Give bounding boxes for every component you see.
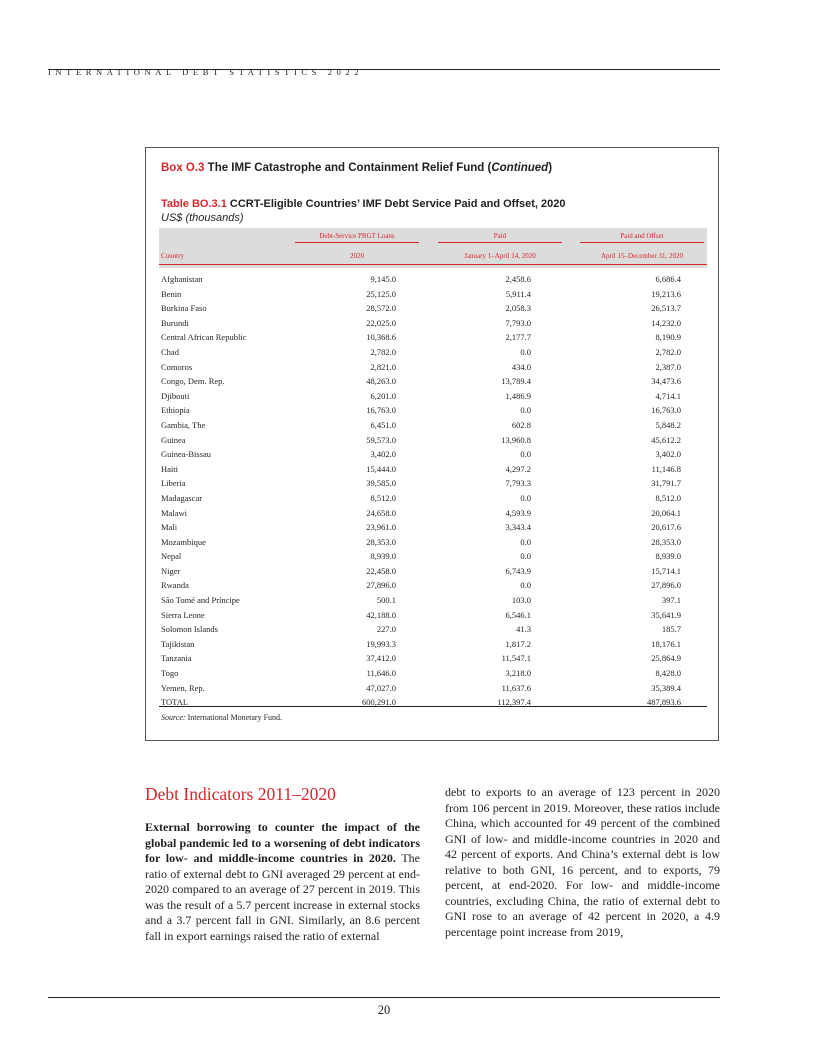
lead-sentence: External borrowing to counter the impact of the global pandemic led to a worsening of debt indicators for low- and middle-income countries in 2020.: [145, 820, 420, 865]
right-body-text: debt to exports to an average of 123 percent in 2020 from 106 percent in 2019. Moreover, these ratios include China, which accounted for 49 percent of the combined GNI of low- and middle-income countries in 2020 and 42 percent of exports. And China’s external debt is low relative to both GNI, 16 percent, and to exports, 79 percent, at end-2020. For low- and middle-income countries, excluding China, the ratio of external debt to GNI rose to an average of 42 percent in 2020, a 4.9 percentage point increase from 2019,: [445, 785, 720, 939]
cell-debt-service-2020: 28,353.0: [366, 536, 396, 547]
cell-debt-service-2020: 23,961.0: [366, 522, 396, 533]
table-row: [159, 374, 707, 389]
group-header-rule: [580, 242, 704, 243]
cell-debt-service-2020: 59,573.0: [366, 434, 396, 445]
cell-paid-jan-apr: 602.8: [511, 419, 531, 430]
cell-paid-jan-apr: 2,058.3: [505, 303, 531, 314]
cell-paid-jan-apr: 7,793.3: [505, 478, 531, 489]
cell-paid-offset-apr-dec: 28,353.0: [651, 536, 681, 547]
table-row: [159, 578, 707, 593]
cell-country: Ethiopia: [161, 405, 190, 416]
cell-country: Togo: [161, 668, 179, 679]
cell-country: Congo, Dem. Rep.: [161, 376, 225, 387]
section-heading: Debt Indicators 2011–2020: [145, 784, 336, 804]
cell-paid-offset-apr-dec: 8,939.0: [655, 551, 681, 562]
cell-debt-service-2020: 37,412.0: [366, 653, 396, 664]
cell-debt-service-2020: 19,993.3: [366, 638, 396, 649]
cell-debt-service-2020: 3,402.0: [370, 449, 396, 460]
cell-country: Burkina Faso: [161, 303, 207, 314]
cell-paid-jan-apr: 41.3: [516, 624, 531, 635]
cell-country: Djibouti: [161, 390, 190, 401]
table-row: [159, 330, 707, 345]
cell-country: Rwanda: [161, 580, 189, 591]
table-row: [159, 316, 707, 331]
table-row: [159, 418, 707, 433]
cell-country: TOTAL: [161, 697, 189, 708]
cell-paid-jan-apr: 5,911.4: [505, 288, 531, 299]
table-row: [159, 476, 707, 491]
cell-paid-offset-apr-dec: 20,064.1: [651, 507, 681, 518]
group-header-paid: Paid: [493, 232, 507, 240]
cell-debt-service-2020: 8,512.0: [370, 492, 396, 503]
cell-country: Haiti: [161, 463, 178, 474]
cell-paid-offset-apr-dec: 3,402.0: [655, 449, 681, 460]
box-label: Box O.3: [161, 162, 205, 174]
table-row: [159, 535, 707, 550]
cell-country: Comoros: [161, 361, 193, 372]
cell-country: Sierra Leone: [161, 609, 205, 620]
cell-country: Malawi: [161, 507, 187, 518]
table-row: [159, 666, 707, 681]
cell-country: Niger: [161, 565, 181, 576]
cell-paid-offset-apr-dec: 31,791.7: [651, 478, 681, 489]
cell-paid-offset-apr-dec: 8,190.9: [655, 332, 681, 343]
group-header-debt-service: Debt-Service PRGT Loans: [319, 232, 395, 240]
cell-country: Tanzania: [161, 653, 192, 664]
top-rule: [48, 69, 720, 70]
table-row: [159, 593, 707, 608]
cell-paid-jan-apr: 0.0: [520, 405, 531, 416]
cell-paid-jan-apr: 7,793.0: [505, 317, 531, 328]
box-title-close: ): [548, 162, 553, 174]
cell-paid-offset-apr-dec: 487,893.6: [647, 697, 681, 708]
cell-country: Tajikistan: [161, 638, 195, 649]
table-row: [159, 462, 707, 477]
cell-country: Mozambique: [161, 536, 206, 547]
cell-paid-jan-apr: 0.0: [520, 580, 531, 591]
footer-rule: [48, 997, 720, 998]
cell-paid-jan-apr: 4,297.2: [505, 463, 531, 474]
table-subtitle: US$ (thousands): [161, 212, 244, 224]
cell-paid-offset-apr-dec: 8,512.0: [655, 492, 681, 503]
cell-paid-offset-apr-dec: 35,641.9: [651, 609, 681, 620]
cell-paid-jan-apr: 13,960.8: [501, 434, 531, 445]
table-row: [159, 622, 707, 637]
cell-paid-offset-apr-dec: 397.1: [661, 595, 681, 606]
cell-paid-offset-apr-dec: 11,146.8: [651, 463, 681, 474]
body-column-right: [445, 785, 720, 940]
body-column-left: [145, 820, 420, 944]
group-header-rule: [295, 242, 419, 243]
source-text: International Monetary Fund.: [187, 713, 283, 722]
cell-paid-offset-apr-dec: 15,714.1: [651, 565, 681, 576]
table-body: [159, 272, 707, 710]
cell-country: Guinea-Bissau: [161, 449, 212, 460]
cell-paid-jan-apr: 3,218.0: [505, 668, 531, 679]
cell-debt-service-2020: 2,782.0: [370, 346, 396, 357]
cell-country: Benin: [161, 288, 182, 299]
cell-country: Solomon Islands: [161, 624, 218, 635]
table-title-text: CCRT-Eligible Countries’ IMF Debt Service Paid and Offset, 2020: [229, 198, 566, 210]
cell-paid-offset-apr-dec: 26,513.7: [651, 303, 681, 314]
table-row: [159, 608, 707, 623]
source-label: Source:: [161, 713, 186, 722]
table-row: [159, 506, 707, 521]
cell-paid-offset-apr-dec: 14,232.0: [651, 317, 681, 328]
cell-paid-jan-apr: 2,458.6: [505, 274, 531, 284]
table-row: [159, 301, 707, 316]
cell-paid-offset-apr-dec: 5,848.2: [655, 419, 681, 430]
cell-paid-jan-apr: 2,177.7: [505, 332, 531, 343]
cell-paid-jan-apr: 0.0: [520, 449, 531, 460]
cell-country: Madagascar: [161, 492, 203, 503]
cell-paid-jan-apr: 0.0: [520, 536, 531, 547]
col-header-apr-dec: April 15–December 31, 2020: [600, 252, 684, 260]
table-row: [159, 287, 707, 302]
cell-country: São Tomé and Príncipe: [161, 595, 240, 606]
cell-paid-offset-apr-dec: 18,176.1: [651, 638, 681, 649]
cell-debt-service-2020: 22,025.0: [366, 317, 396, 328]
cell-paid-jan-apr: 103.0: [511, 595, 531, 606]
table-row: [159, 681, 707, 696]
cell-debt-service-2020: 11,646.0: [366, 668, 396, 679]
cell-paid-offset-apr-dec: 20,617.6: [651, 522, 681, 533]
table-bottom-rule: [159, 706, 707, 707]
cell-debt-service-2020: 9,145.0: [370, 274, 396, 284]
cell-paid-offset-apr-dec: 45,612.2: [651, 434, 681, 445]
cell-country: Mali: [161, 522, 178, 533]
table-title: [161, 198, 565, 210]
cell-debt-service-2020: 27,896.0: [366, 580, 396, 591]
col-header-country: Country: [161, 252, 184, 260]
box-title: [161, 162, 552, 174]
cell-paid-jan-apr: 0.0: [520, 346, 531, 357]
cell-country: Afghanistan: [161, 274, 203, 284]
table-row: [159, 651, 707, 666]
cell-country: Guinea: [161, 434, 186, 445]
cell-paid-jan-apr: 112,397.4: [497, 697, 531, 708]
table-row: [159, 345, 707, 360]
table-label: Table BO.3.1: [161, 198, 227, 210]
cell-paid-jan-apr: 11,547.1: [501, 653, 531, 664]
table-row: [159, 403, 707, 418]
table-row: [159, 389, 707, 404]
cell-debt-service-2020: 39,585.0: [366, 478, 396, 489]
cell-debt-service-2020: 10,368.6: [366, 332, 396, 343]
table-source: [161, 713, 282, 722]
table-row: [159, 433, 707, 448]
table-row: [159, 360, 707, 375]
cell-paid-offset-apr-dec: 2,782.0: [655, 346, 681, 357]
table-row: [159, 564, 707, 579]
table-row: [159, 549, 707, 564]
box-o3: [145, 147, 719, 741]
cell-paid-jan-apr: 6,743.9: [505, 565, 531, 576]
cell-paid-jan-apr: 434.0: [511, 361, 531, 372]
left-body-text: The ratio of external debt to GNI averaged 29 percent at end-2020 compared to an average of 27 percent in 2019. This was the result of a 5.7 percent increase in external stocks and a 3.7 percent fall in GNI. Similarly, an 8.6 percent fall in export earnings raised the ratio of external: [145, 851, 420, 943]
box-title-text: The IMF Catastrophe and Containment Relief Fund (: [207, 162, 492, 174]
header-bottom-rule: [159, 264, 707, 265]
cell-debt-service-2020: 16,763.0: [366, 405, 396, 416]
cell-paid-offset-apr-dec: 25,864.9: [651, 653, 681, 664]
cell-paid-jan-apr: 0.0: [520, 492, 531, 503]
cell-debt-service-2020: 15,444.0: [366, 463, 396, 474]
cell-paid-offset-apr-dec: 16,763.0: [651, 405, 681, 416]
cell-paid-jan-apr: 4,593.9: [505, 507, 531, 518]
cell-debt-service-2020: 47,027.0: [366, 682, 396, 693]
running-head: INTERNATIONAL DEBT STATISTICS 2022: [48, 67, 364, 77]
cell-country: Gambia, The: [161, 419, 206, 430]
table-row: [159, 447, 707, 462]
cell-paid-offset-apr-dec: 35,389.4: [651, 682, 681, 693]
cell-debt-service-2020: 42,188.0: [366, 609, 396, 620]
cell-paid-offset-apr-dec: 27,896.0: [651, 580, 681, 591]
group-header-paid-offset: Paid and Offset: [620, 232, 664, 240]
cell-country: Burundi: [161, 317, 189, 328]
table-header: [159, 228, 707, 268]
col-header-jan-apr: January 1–April 14, 2020: [464, 252, 536, 260]
cell-paid-offset-apr-dec: 6,686.4: [655, 274, 681, 284]
cell-country: Yemen, Rep.: [161, 682, 205, 693]
cell-debt-service-2020: 227.0: [376, 624, 396, 635]
table-total-row: [159, 695, 707, 710]
table-row: [159, 637, 707, 652]
col-header-2020: 2020: [350, 252, 364, 260]
cell-paid-offset-apr-dec: 34,473.6: [651, 376, 681, 387]
cell-debt-service-2020: 2,821.0: [370, 361, 396, 372]
cell-country: Central African Republic: [161, 332, 247, 343]
cell-paid-jan-apr: 6,546.1: [505, 609, 531, 620]
cell-country: Nepal: [161, 551, 182, 562]
cell-debt-service-2020: 600,291.0: [362, 697, 396, 708]
cell-paid-jan-apr: 11,637.6: [501, 682, 531, 693]
cell-debt-service-2020: 48,263.0: [366, 376, 396, 387]
cell-debt-service-2020: 6,201.0: [370, 390, 396, 401]
cell-debt-service-2020: 24,658.0: [366, 507, 396, 518]
cell-paid-offset-apr-dec: 4,714.1: [655, 390, 681, 401]
cell-paid-offset-apr-dec: 19,213.6: [651, 288, 681, 299]
cell-debt-service-2020: 6,451.0: [370, 419, 396, 430]
cell-debt-service-2020: 25,125.0: [366, 288, 396, 299]
cell-country: Liberia: [161, 478, 186, 489]
cell-paid-jan-apr: 0.0: [520, 551, 531, 562]
table-row: [159, 272, 707, 287]
box-title-continued: Continued: [491, 162, 549, 174]
cell-country: Chad: [161, 346, 179, 357]
cell-paid-jan-apr: 13,789.4: [501, 376, 531, 387]
cell-paid-offset-apr-dec: 8,428.0: [655, 668, 681, 679]
group-header-rule: [438, 242, 562, 243]
cell-paid-jan-apr: 1,817.2: [505, 638, 531, 649]
cell-debt-service-2020: 22,458.0: [366, 565, 396, 576]
cell-debt-service-2020: 8,939.0: [370, 551, 396, 562]
cell-paid-jan-apr: 1,486.9: [505, 390, 531, 401]
cell-debt-service-2020: 28,572.0: [366, 303, 396, 314]
table-row: [159, 520, 707, 535]
cell-debt-service-2020: 500.1: [376, 595, 396, 606]
table-row: [159, 491, 707, 506]
page-number: 20: [377, 1003, 391, 1017]
cell-paid-offset-apr-dec: 185.7: [661, 624, 681, 635]
cell-paid-offset-apr-dec: 2,387.0: [655, 361, 681, 372]
cell-paid-jan-apr: 3,343.4: [505, 522, 531, 533]
